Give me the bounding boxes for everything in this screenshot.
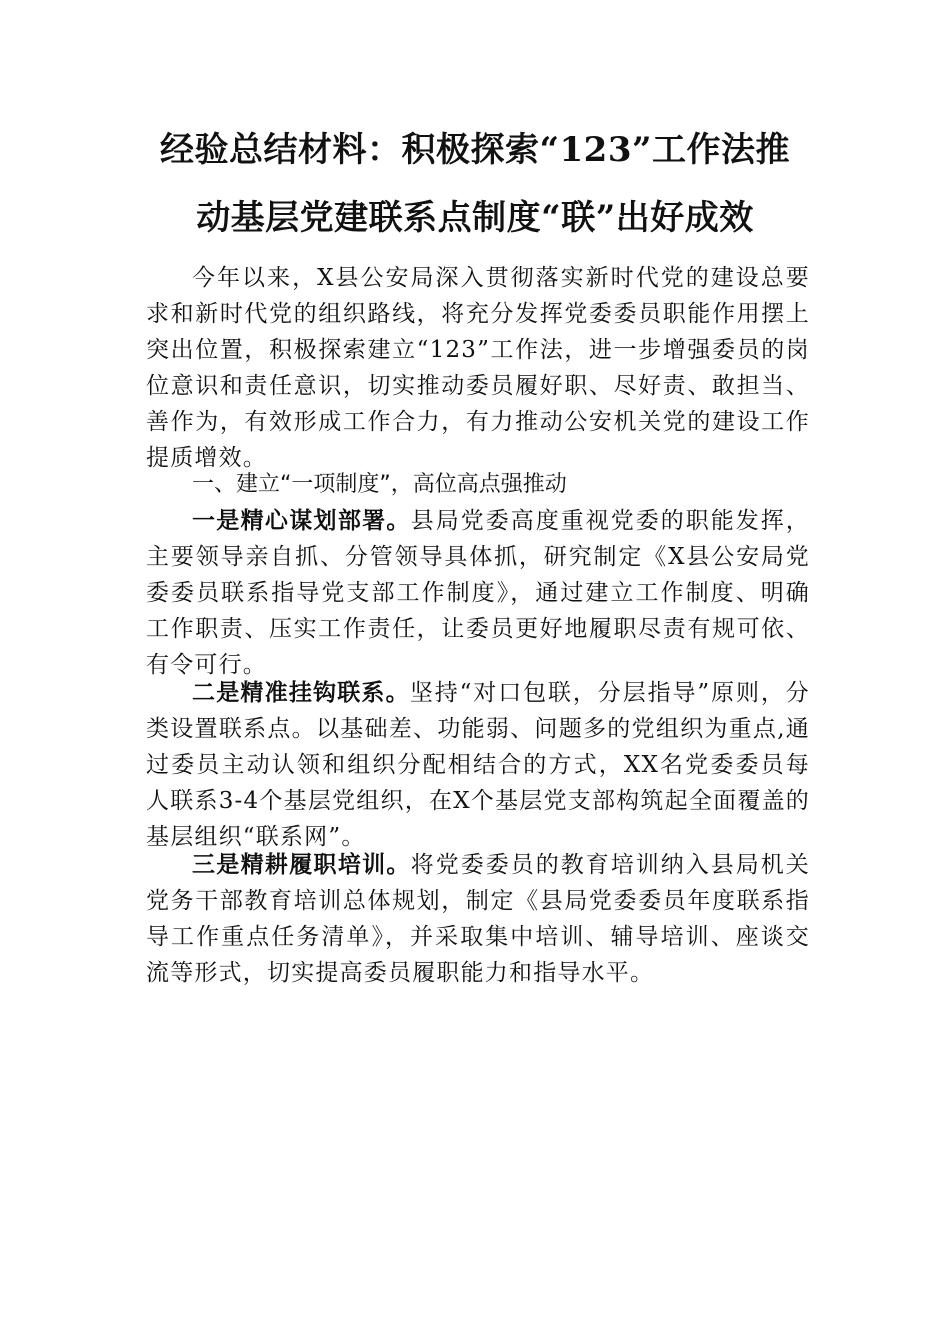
section-heading: 一、建立“一项制度”，高位高点强推动 xyxy=(192,472,567,497)
item-paragraph-3 xyxy=(146,847,810,991)
intro-paragraph: 今年以来，X县公安局深入贯彻落实新时代党的建设总要求和新时代党的组织路线，将充分发挥党委委员职能作用摆上突出位置，积极探索建立“123”工作法，进一步增强委员的岗位意识和责任意识，切实推动委员履好职、尽好责、敢担当、善作为，有效形成工作合力，有力推动公安机关党的建设工作提质增效。 xyxy=(146,265,810,471)
item-text-1: 县局党委高度重视党委的职能发挥，主要领导亲自抓、分管领导具体抓，研究制定《X县公安局党委委员联系指导党支部工作制度》，通过建立工作制度、明确工作职责、压实工作责任，让委员更好地履职尽责有规可依、有令可行。 xyxy=(146,508,811,678)
item-lead-3: 三是精耕履职培训。 xyxy=(192,852,411,878)
document-title-line-1: 经验总结材料：积极探索“123”工作法推 xyxy=(159,130,791,170)
item-paragraph-1 xyxy=(146,503,810,683)
item-paragraph-2 xyxy=(146,675,810,855)
item-lead-2: 二是精准挂钩联系。 xyxy=(192,680,410,706)
item-text-3: 将党委委员的教育培训纳入县局机关党务干部教育培训总体规划，制定《县局党委委员年度联系指导工作重点任务清单》，并采取集中培训、辅导培训、座谈交流等形式，切实提高委员履职能力和指导水平。 xyxy=(146,852,811,986)
document-title-line-2: 动基层党建联系点制度“联”出好成效 xyxy=(196,198,754,238)
item-text-2: 坚持“对口包联，分层指导”原则，分类设置联系点。以基础差、功能弱、问题多的党组织为重点,通过委员主动认领和组织分配相结合的方式，XX名党委委员每人联系3-4个基层党组织，在X个基层党支部构筑起全面覆盖的基层组织“联系网”。 xyxy=(146,680,810,850)
item-lead-1: 一是精心谋划部署。 xyxy=(192,508,411,534)
